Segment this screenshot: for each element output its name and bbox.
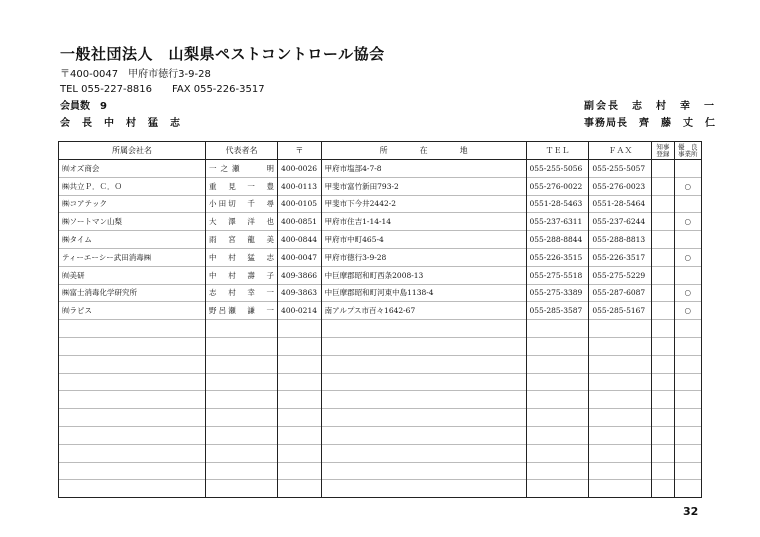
association-title: 一般社団法人 山梨県ペストコントロール協会 bbox=[60, 45, 385, 63]
tel-cell: 055-255-5056 bbox=[526, 160, 589, 178]
zip-cell: 409-3863 bbox=[278, 284, 322, 302]
table-row bbox=[59, 231, 702, 249]
governor-registration-cell bbox=[652, 266, 674, 284]
tel-cell bbox=[526, 373, 589, 391]
table-row bbox=[59, 391, 702, 409]
representative-cell: 中 村 猛 志 bbox=[206, 248, 278, 266]
governor-registration-cell bbox=[652, 320, 674, 338]
address-cell bbox=[321, 462, 526, 480]
zip-cell: 400-0047 bbox=[278, 248, 322, 266]
excellent-business-cell: ○ bbox=[674, 177, 701, 195]
table-row bbox=[59, 320, 702, 338]
fax-cell bbox=[589, 462, 652, 480]
governor-registration-cell bbox=[652, 231, 674, 249]
fax-cell bbox=[589, 444, 652, 462]
company-cell: ㈱富士消毒化学研究所 bbox=[59, 284, 206, 302]
excellent-business-cell bbox=[674, 320, 701, 338]
company-cell: ㈱タイム bbox=[59, 231, 206, 249]
company-cell: ㈱コアテック bbox=[59, 195, 206, 213]
representative-cell bbox=[206, 320, 278, 338]
col-tel: ＴＥＬ bbox=[526, 142, 589, 160]
table-row bbox=[59, 337, 702, 355]
governor-registration-cell bbox=[652, 426, 674, 444]
excellent-business-cell bbox=[674, 462, 701, 480]
secretary-general: 事務局長 齊 藤 丈 仁 bbox=[584, 118, 716, 129]
address-cell: 甲府市塩部4-7-8 bbox=[321, 160, 526, 178]
company-cell: ㈱ソートマン山梨 bbox=[59, 213, 206, 231]
excellent-business-cell bbox=[674, 444, 701, 462]
representative-cell: 雨 宮 龍 美 bbox=[206, 231, 278, 249]
address-cell: 甲府市中町465-4 bbox=[321, 231, 526, 249]
zip-cell: 400-0105 bbox=[278, 195, 322, 213]
tel-fax: TEL 055-227-8816 FAX 055-226-3517 bbox=[60, 84, 265, 95]
governor-registration-cell bbox=[652, 480, 674, 498]
col-zip: 〒 bbox=[278, 142, 322, 160]
fax-cell: 055-226-3517 bbox=[589, 248, 652, 266]
address-cell bbox=[321, 409, 526, 427]
governor-registration-cell bbox=[652, 409, 674, 427]
excellent-business-cell bbox=[674, 409, 701, 427]
address-cell: 甲府市住吉1-14-14 bbox=[321, 213, 526, 231]
company-cell: ㈲ラピス bbox=[59, 302, 206, 320]
governor-registration-cell bbox=[652, 213, 674, 231]
table-row bbox=[59, 284, 702, 302]
zip-cell: 400-0113 bbox=[278, 177, 322, 195]
representative-cell bbox=[206, 426, 278, 444]
tel-cell: 055-276-0022 bbox=[526, 177, 589, 195]
table-row bbox=[59, 195, 702, 213]
governor-registration-cell bbox=[652, 284, 674, 302]
table-row bbox=[59, 266, 702, 284]
governor-registration-cell bbox=[652, 355, 674, 373]
tel-cell bbox=[526, 337, 589, 355]
col-representative: 代表者名 bbox=[206, 142, 278, 160]
company-cell bbox=[59, 355, 206, 373]
zip-cell: 409-3866 bbox=[278, 266, 322, 284]
excellent-business-cell bbox=[674, 160, 701, 178]
table-row bbox=[59, 373, 702, 391]
address-cell: 甲斐市富竹新田793-2 bbox=[321, 177, 526, 195]
excellent-business-cell: ○ bbox=[674, 302, 701, 320]
company-cell bbox=[59, 480, 206, 498]
company-cell: ティーエーシー武田消毒㈱ bbox=[59, 248, 206, 266]
excellent-business-cell bbox=[674, 337, 701, 355]
table-row bbox=[59, 355, 702, 373]
fax-cell: 055-275-5229 bbox=[589, 266, 652, 284]
zip-cell bbox=[278, 444, 322, 462]
tel-cell bbox=[526, 355, 589, 373]
representative-cell: 中 村 壽 子 bbox=[206, 266, 278, 284]
col-fax: ＦＡＸ bbox=[589, 142, 652, 160]
zip-cell bbox=[278, 355, 322, 373]
address-cell: 中巨摩郡昭和町西条2008-13 bbox=[321, 266, 526, 284]
zip-cell bbox=[278, 320, 322, 338]
representative-cell bbox=[206, 337, 278, 355]
governor-registration-cell bbox=[652, 195, 674, 213]
address-cell: 甲府市徳行3-9-28 bbox=[321, 248, 526, 266]
company-cell: ㈲オズ商会 bbox=[59, 160, 206, 178]
representative-cell: 重 見 一 豊 bbox=[206, 177, 278, 195]
table-body bbox=[59, 160, 702, 498]
zip-cell: 400-0214 bbox=[278, 302, 322, 320]
excellent-business-cell bbox=[674, 426, 701, 444]
company-cell: ㈲美研 bbox=[59, 266, 206, 284]
zip-cell: 400-0844 bbox=[278, 231, 322, 249]
governor-registration-cell bbox=[652, 302, 674, 320]
zip-cell bbox=[278, 426, 322, 444]
address-cell bbox=[321, 337, 526, 355]
tel-cell bbox=[526, 480, 589, 498]
tel-cell bbox=[526, 444, 589, 462]
fax-cell bbox=[589, 320, 652, 338]
fax-cell bbox=[589, 391, 652, 409]
excellent-business-cell bbox=[674, 480, 701, 498]
company-cell bbox=[59, 462, 206, 480]
company-cell bbox=[59, 444, 206, 462]
governor-registration-cell bbox=[652, 160, 674, 178]
governor-registration-cell bbox=[652, 248, 674, 266]
fax-cell: 055-255-5057 bbox=[589, 160, 652, 178]
fax-cell: 055-285-5167 bbox=[589, 302, 652, 320]
col-excellent-business: 優 良 事業所 bbox=[674, 142, 701, 160]
fax-cell: 055-288-8813 bbox=[589, 231, 652, 249]
address-cell bbox=[321, 444, 526, 462]
governor-registration-cell bbox=[652, 444, 674, 462]
representative-cell: 一之瀬 明 bbox=[206, 160, 278, 178]
fax-cell bbox=[589, 480, 652, 498]
company-cell bbox=[59, 426, 206, 444]
address-cell bbox=[321, 355, 526, 373]
address-cell bbox=[321, 426, 526, 444]
excellent-business-cell: ○ bbox=[674, 284, 701, 302]
governor-registration-cell bbox=[652, 462, 674, 480]
representative-cell bbox=[206, 355, 278, 373]
representative-cell: 小田切 千 尋 bbox=[206, 195, 278, 213]
address-cell bbox=[321, 373, 526, 391]
postal-address: 〒400-0047 甲府市徳行3-9-28 bbox=[60, 69, 211, 80]
representative-cell: 野呂瀬 謙 一 bbox=[206, 302, 278, 320]
fax-cell bbox=[589, 373, 652, 391]
zip-cell bbox=[278, 337, 322, 355]
tel-cell bbox=[526, 391, 589, 409]
table-row bbox=[59, 480, 702, 498]
page-number: 32 bbox=[683, 505, 699, 518]
representative-cell: 大 澤 洋 也 bbox=[206, 213, 278, 231]
fax-cell: 055-276-0023 bbox=[589, 177, 652, 195]
tel-cell: 055-226-3515 bbox=[526, 248, 589, 266]
governor-registration-cell bbox=[652, 337, 674, 355]
table-row bbox=[59, 248, 702, 266]
zip-cell: 400-0851 bbox=[278, 213, 322, 231]
fax-cell bbox=[589, 426, 652, 444]
tel-cell bbox=[526, 409, 589, 427]
table-row bbox=[59, 213, 702, 231]
tel-cell: 055-237-6311 bbox=[526, 213, 589, 231]
zip-cell bbox=[278, 373, 322, 391]
representative-cell: 志 村 幸 一 bbox=[206, 284, 278, 302]
company-cell: ㈱共立Ｐ．Ｃ．Ｏ bbox=[59, 177, 206, 195]
tel-cell bbox=[526, 320, 589, 338]
address-cell: 甲斐市下今井2442-2 bbox=[321, 195, 526, 213]
representative-cell bbox=[206, 391, 278, 409]
fax-cell bbox=[589, 337, 652, 355]
governor-registration-cell bbox=[652, 373, 674, 391]
company-cell bbox=[59, 320, 206, 338]
excellent-business-cell: ○ bbox=[674, 213, 701, 231]
representative-cell bbox=[206, 480, 278, 498]
col-governor-registration: 知事 登録 bbox=[652, 142, 674, 160]
table-header-row bbox=[59, 142, 702, 160]
representative-cell bbox=[206, 373, 278, 391]
zip-cell bbox=[278, 480, 322, 498]
zip-cell bbox=[278, 462, 322, 480]
fax-cell: 0551-28-5464 bbox=[589, 195, 652, 213]
president: 会 長 中 村 猛 志 bbox=[60, 118, 181, 129]
table-row bbox=[59, 177, 702, 195]
tel-cell: 055-275-5518 bbox=[526, 266, 589, 284]
representative-cell bbox=[206, 409, 278, 427]
table-row bbox=[59, 426, 702, 444]
zip-cell bbox=[278, 409, 322, 427]
address-cell bbox=[321, 320, 526, 338]
address-cell: 中巨摩郡昭和町河東中島1138-4 bbox=[321, 284, 526, 302]
tel-cell bbox=[526, 426, 589, 444]
table-row bbox=[59, 444, 702, 462]
company-cell bbox=[59, 391, 206, 409]
col-company: 所属会社名 bbox=[59, 142, 206, 160]
representative-cell bbox=[206, 444, 278, 462]
excellent-business-cell: ○ bbox=[674, 248, 701, 266]
fax-cell bbox=[589, 409, 652, 427]
representative-cell bbox=[206, 462, 278, 480]
company-cell bbox=[59, 409, 206, 427]
zip-cell bbox=[278, 391, 322, 409]
company-cell bbox=[59, 373, 206, 391]
excellent-business-cell bbox=[674, 391, 701, 409]
member-table bbox=[58, 141, 702, 498]
address-cell bbox=[321, 480, 526, 498]
member-count: 会員数 9 bbox=[60, 101, 107, 112]
excellent-business-cell bbox=[674, 266, 701, 284]
tel-cell: 055-275-3389 bbox=[526, 284, 589, 302]
tel-cell: 055-288-8844 bbox=[526, 231, 589, 249]
excellent-business-cell bbox=[674, 373, 701, 391]
tel-cell: 055-285-3587 bbox=[526, 302, 589, 320]
tel-cell: 0551-28-5463 bbox=[526, 195, 589, 213]
col-address: 所 在 地 bbox=[321, 142, 526, 160]
governor-registration-cell bbox=[652, 391, 674, 409]
excellent-business-cell bbox=[674, 195, 701, 213]
company-cell bbox=[59, 337, 206, 355]
address-cell bbox=[321, 391, 526, 409]
excellent-business-cell bbox=[674, 355, 701, 373]
vice-president: 副会長 志 村 幸 一 bbox=[584, 101, 716, 112]
table-row bbox=[59, 160, 702, 178]
table-row bbox=[59, 302, 702, 320]
excellent-business-cell bbox=[674, 231, 701, 249]
tel-cell bbox=[526, 462, 589, 480]
zip-cell: 400-0026 bbox=[278, 160, 322, 178]
fax-cell: 055-287-6087 bbox=[589, 284, 652, 302]
fax-cell bbox=[589, 355, 652, 373]
governor-registration-cell bbox=[652, 177, 674, 195]
address-cell: 南アルプス市百々1642-67 bbox=[321, 302, 526, 320]
table-row bbox=[59, 409, 702, 427]
fax-cell: 055-237-6244 bbox=[589, 213, 652, 231]
table-row bbox=[59, 462, 702, 480]
